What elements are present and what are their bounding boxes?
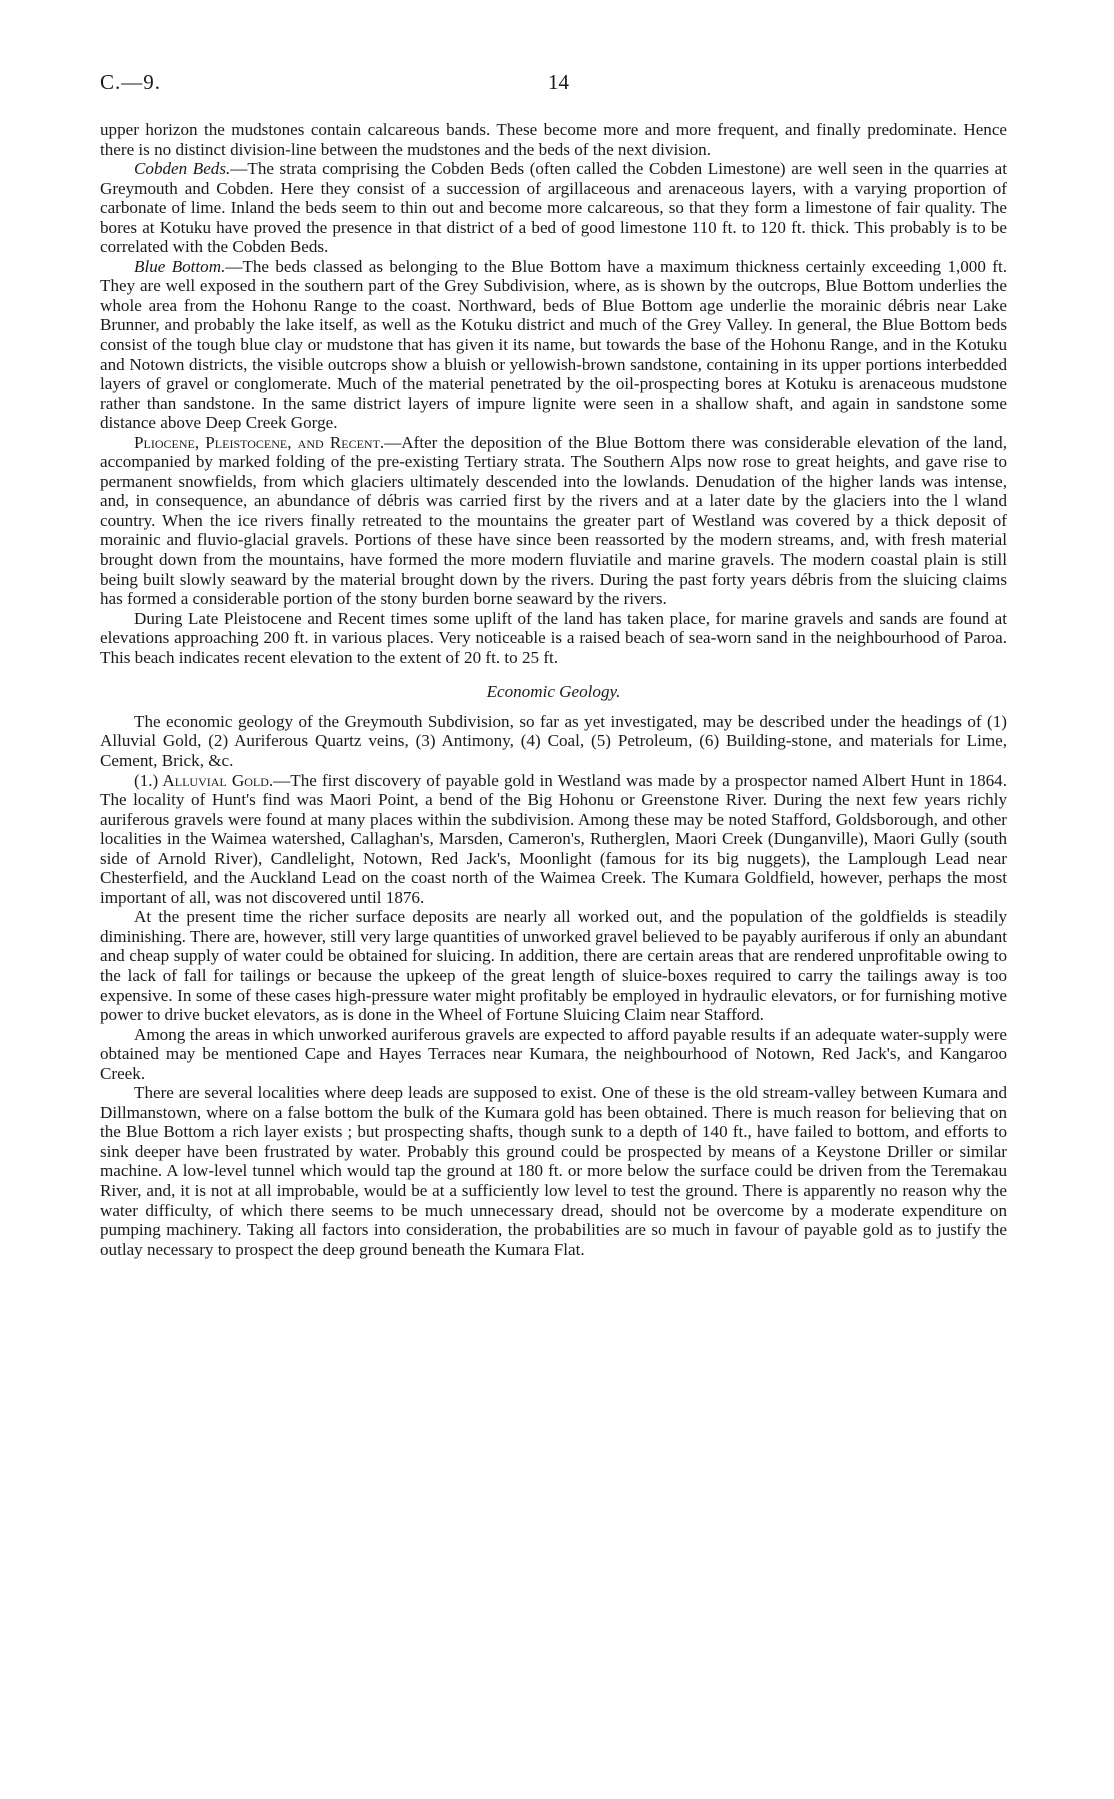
- document-reference: C.—9.: [100, 70, 162, 94]
- paragraph: There are several localities where deep leads are supposed to exist. One of these is the old stream-valley between Kumara and Dillmanstown, where on a false bottom the bulk of the Kumara gold has been obtained. There is much reason for believing that on the Blue Bottom a rich layer exists ; but prospecting shafts, though sunk to a depth of 140 ft., have failed to bottom, and efforts to sink deeper have been frustrated by water. Probably this ground could be prospected by means of a Keystone Driller or similar machine. A low-level tunnel which would tap the ground at 180 ft. or more below the surface could be driven from the Teremakau River, and, it is not at all improbable, would be at a sufficiently low level to test the ground. There is apparently no reason why the water difficulty, of which there seems to be much unnecessary dread, should not be overcome by a moderate expenditure on pumping machinery. Taking all factors into consideration, the probabilities are so much in favour of payable gold as to justify the outlay necessary to prospect the deep ground beneath the Kumara Flat.: [100, 1083, 1007, 1259]
- paragraph-text: —The beds classed as belonging to the Blue Bottom have a maximum thickness certainly exceeding 1,000 ft. They are well exposed in the southern part of the Grey Subdivision, where, as is shown by the outcrops, Blue Bottom underlies the whole area from the Hohonu Range to the coast. Northward, beds of Blue Bottom age underlie the morainic débris near Lake Brunner, and probably the lake itself, as well as the Kotuku district and much of the Grey Valley. In general, the Blue Bottom beds consist of the tough blue clay or mudstone that has given it its name, but towards the base of the Hohonu Range, and in the Kotuku and Notown districts, the visible outcrops show a bluish or yellowish-brown sandstone, containing in its upper portions interbedded layers of gravel or conglomerate. Much of the material penetrated by the oil-prospecting bores at Kotuku is arenaceous mudstone rather than sandstone. In the same district layers of impure lignite were seen in a shallow shaft, and again in sandstone some distance above Deep Creek Gorge.: [100, 256, 1007, 433]
- section-lead: Cobden Beds.: [134, 159, 231, 179]
- paragraph: At the present time the richer surface deposits are nearly all worked out, and the population of the goldfields is steadily diminishing. There are, however, still very large quantities of unworked gravel believed to be payably auriferous if only an abundant and cheap supply of water could be obtained for sluicing. In addition, there are certain areas that are rendered unprofitable owing to the lack of fall for tailings or because the upkeep of the great length of sluice-boxes required to carry the tailings away is too expensive. In some of these cases high-pressure water might profitably be employed in hydraulic elevators, or for furnishing motive power to drive bucket elevators, as is done in the Wheel of Fortune Sluicing Claim near Stafford.: [100, 907, 1007, 1025]
- section-lead: Blue Bottom.: [134, 256, 226, 276]
- paragraph-text: —The strata comprising the Cobden Beds (often called the Cobden Limestone) are well seen in the quarries at Greymouth and Cobden. Here they consist of a succession of argillaceous and arenaceous layers, with a varying proportion of carbonate of lime. Inland the beds seem to thin out and become more calcareous, so that they form a limestone of fair quality. The bores at Kotuku have proved the presence in that district of a bed of good limestone 110 ft. to 120 ft. thick. This probably is to be correlated with the Cobden Beds.: [100, 159, 1008, 257]
- page-header: [100, 70, 1014, 100]
- paragraph-text: —After the deposition of the Blue Bottom there was considerable elevation of the land, accompanied by marked folding of the pre-existing Tertiary strata. The Southern Alps now rose to great heights, and gave rise to permanent snowfields, from which glaciers ultimately descended into the lowlands. Denudation of the higher lands was intense, and, in consequence, an abundance of débris was carried first by the rivers and at a later date by the glaciers into the l wland country. When the ice rivers finally retreated to the mountains the greater part of Westland was covered by a thick deposit of morainic and fluvio-glacial gravels. Portions of these have since been reassorted by the modern streams, and, with fresh material brought down from the mountains, have formed the more modern fluviatile and marine gravels. The modern coastal plain is still being built slowly seaward by the material brought down by the rivers. During the past forty years débris from the sluicing claims has formed a considerable portion of the stony burden borne seaward by the rivers.: [100, 432, 1007, 609]
- section-lead: (1.) Alluvial Gold.: [134, 770, 274, 790]
- paragraph: [100, 257, 1007, 433]
- page-number: 14: [548, 70, 569, 94]
- paragraph: Among the areas in which unworked auriferous gravels are expected to afford payable results if an adequate water-supply were obtained may be mentioned Cape and Hayes Terraces near Kumara, the neighbourhood of Notown, Red Jack's, and Kangaroo Creek.: [100, 1024, 1007, 1083]
- section-heading: Economic Geology.: [486, 682, 621, 702]
- paragraph: [100, 771, 1007, 908]
- paragraph: The economic geology of the Greymouth Subdivision, so far as yet investigated, may be described under the headings of (1) Alluvial Gold, (2) Auriferous Quartz veins, (3) Antimony, (4) Coal, (5) Petroleum, (6) Building-stone, and materials for Lime, Cement, Brick, &c.: [100, 711, 1007, 770]
- paragraph: [100, 159, 1007, 257]
- body-text: [100, 120, 1007, 1259]
- section-lead: Pliocene, Pleistocene, and Recent.: [134, 432, 385, 452]
- paragraph: [100, 433, 1007, 609]
- paragraph: upper horizon the mudstones contain calcareous bands. These become more and more frequent, and finally predominate. Hence there is no distinct division-line between the mudstones and the beds of the next division.: [100, 120, 1007, 159]
- paragraph-text: —The first discovery of payable gold in Westland was made by a prospector named Albert Hunt in 1864. The locality of Hunt's find was Maori Point, a bend of the Big Hohonu or Greenstone River. During the next few years richly auriferous gravels were found at many places within the subdivision. Among these may be noted Stafford, Goldsborough, and other localities in the Waimea watershed, Callaghan's, Marsden, Cameron's, Rutherglen, Maori Creek (Dunganville), Maori Gully (south side of Arnold River), Candlelight, Notown, Red Jack's, Moonlight (famous for its big nuggets), the Lamplough Lead near Chesterfield, and the Auckland Lead on the coast north of the Waimea Creek. The Kumara Goldfield, however, perhaps the most important of all, was not discovered until 1876.: [100, 770, 1007, 907]
- paragraph: During Late Pleistocene and Recent times some uplift of the land has taken place, for marine gravels and sands are found at elevations approaching 200 ft. in various places. Very noticeable is a raised beach of sea-worn sand in the neighbourhood of Paroa. This beach indicates recent elevation to the extent of 20 ft. to 25 ft.: [100, 608, 1007, 667]
